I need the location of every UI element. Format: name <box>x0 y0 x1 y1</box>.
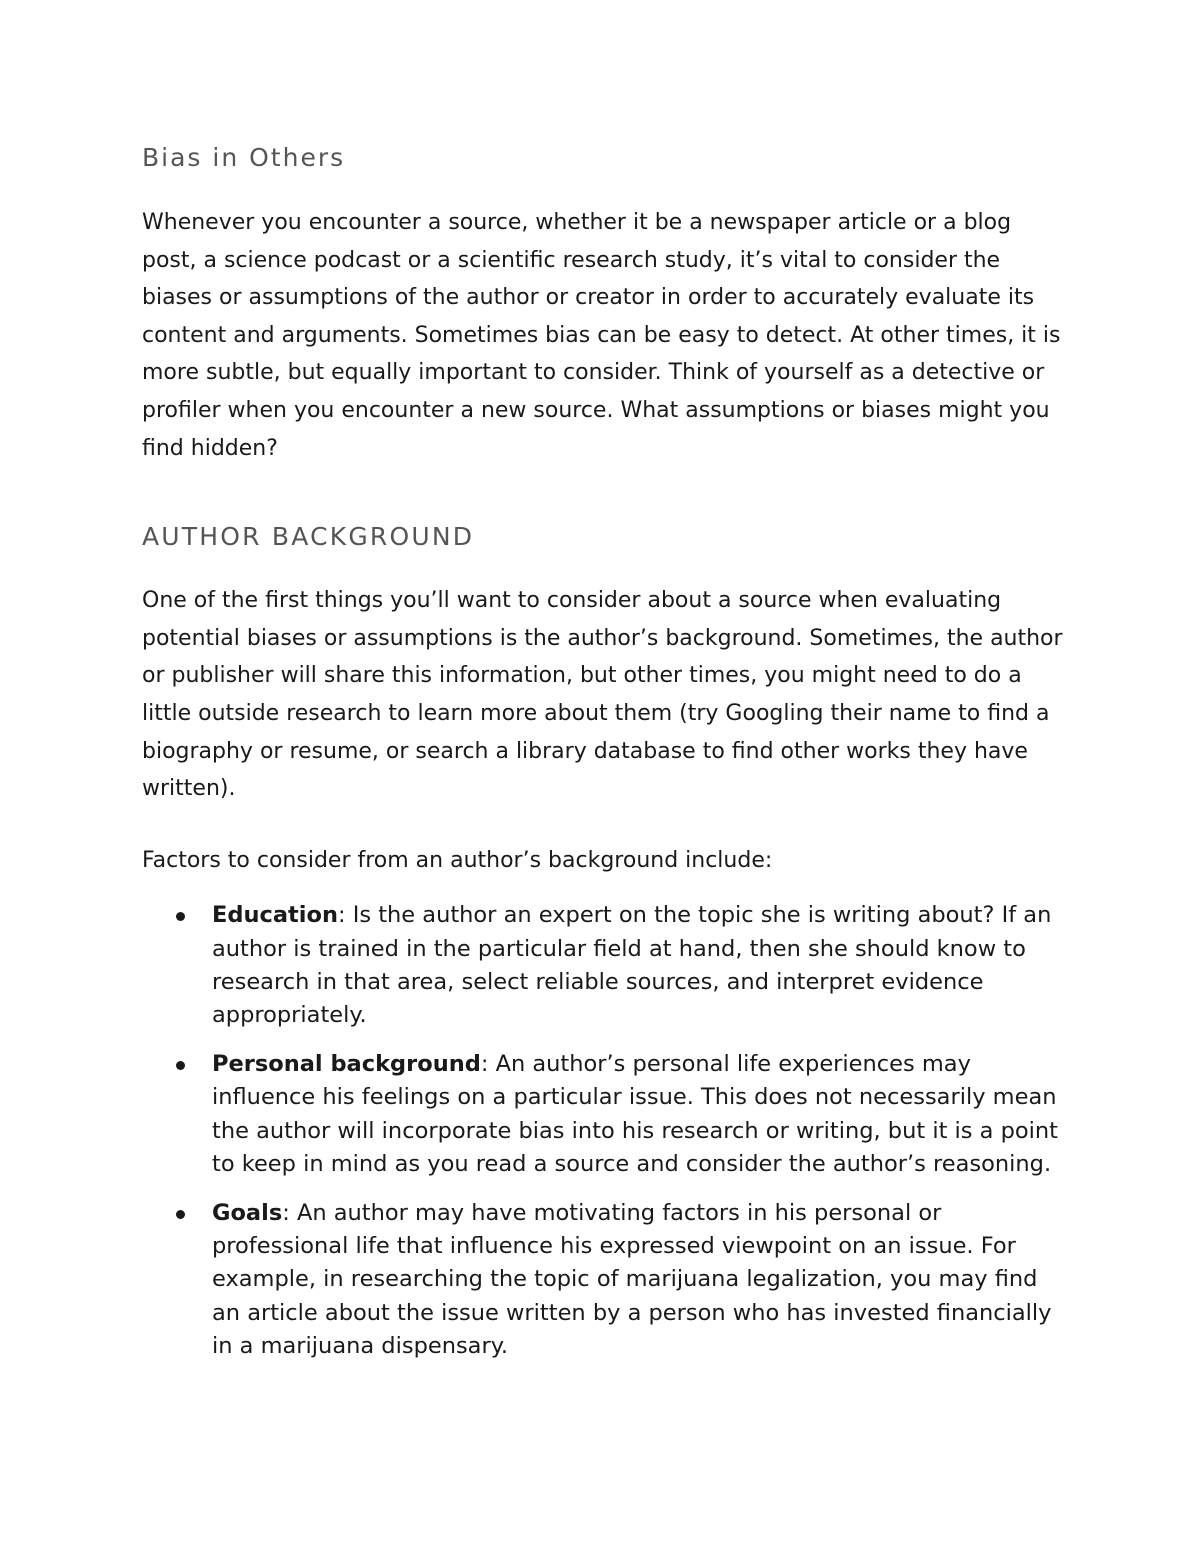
factors-list <box>142 899 1072 1363</box>
document-title: Bias in Others <box>142 143 346 172</box>
section-heading: AUTHOR BACKGROUND <box>142 522 475 552</box>
list-item <box>142 1048 1072 1181</box>
factors-intro: Factors to consider from an author’s background include: <box>142 847 773 873</box>
list-item-text: : Is the author an expert on the topic she is writing about? If an author is trained in the particular field at hand, then she should know to research in that area, select reliable sources, and interpret evidence appropriately. <box>212 902 1052 1028</box>
intro-paragraph: Whenever you encounter a source, whether it be a newspaper article or a blog post, a science podcast or a scientific research study, it’s vital to consider the biases or assumptions of the author or creator in order to accurately evaluate its content and arguments. Sometimes bias can be easy to detect. At other times, it is more subtle, but equally important to consider. Think of yourself as a detective or profiler when you encounter a new source. What assumptions or biases might you find hidden? <box>142 210 1061 461</box>
bullet-icon <box>176 912 185 921</box>
bullet-icon <box>176 1061 185 1070</box>
list-item-term: Personal background <box>212 1051 481 1078</box>
list-item-term: Goals <box>212 1199 283 1226</box>
list-item-term: Education <box>212 902 338 929</box>
list-item <box>142 1197 1072 1363</box>
bullet-icon <box>176 1210 185 1219</box>
document-page <box>142 138 1072 1379</box>
list-item <box>142 899 1072 1032</box>
section-paragraph: One of the first things you’ll want to consider about a source when evaluating potential biases or assumptions is the author’s background. Sometimes, the author or publisher will share this information, but other times, you might need to do a little outside research to learn more about them (try Googling their name to find a biography or resume, or search a library database to find other works they have written). <box>142 588 1063 802</box>
list-item-text: : An author’s personal life experiences may influence his feelings on a particular issue. This does not necessarily mean the author will incorporate bias into his research or writing, but it is a point to keep in mind as you read a source and consider the author’s reasoning. <box>212 1051 1058 1177</box>
list-item-text: : An author may have motivating factors in his personal or professional life that influence his expressed viewpoint on an issue. For example, in researching the topic of marijuana legalization, you may find an article about the issue written by a person who has invested financially in a marijuana dispensary. <box>212 1199 1052 1359</box>
